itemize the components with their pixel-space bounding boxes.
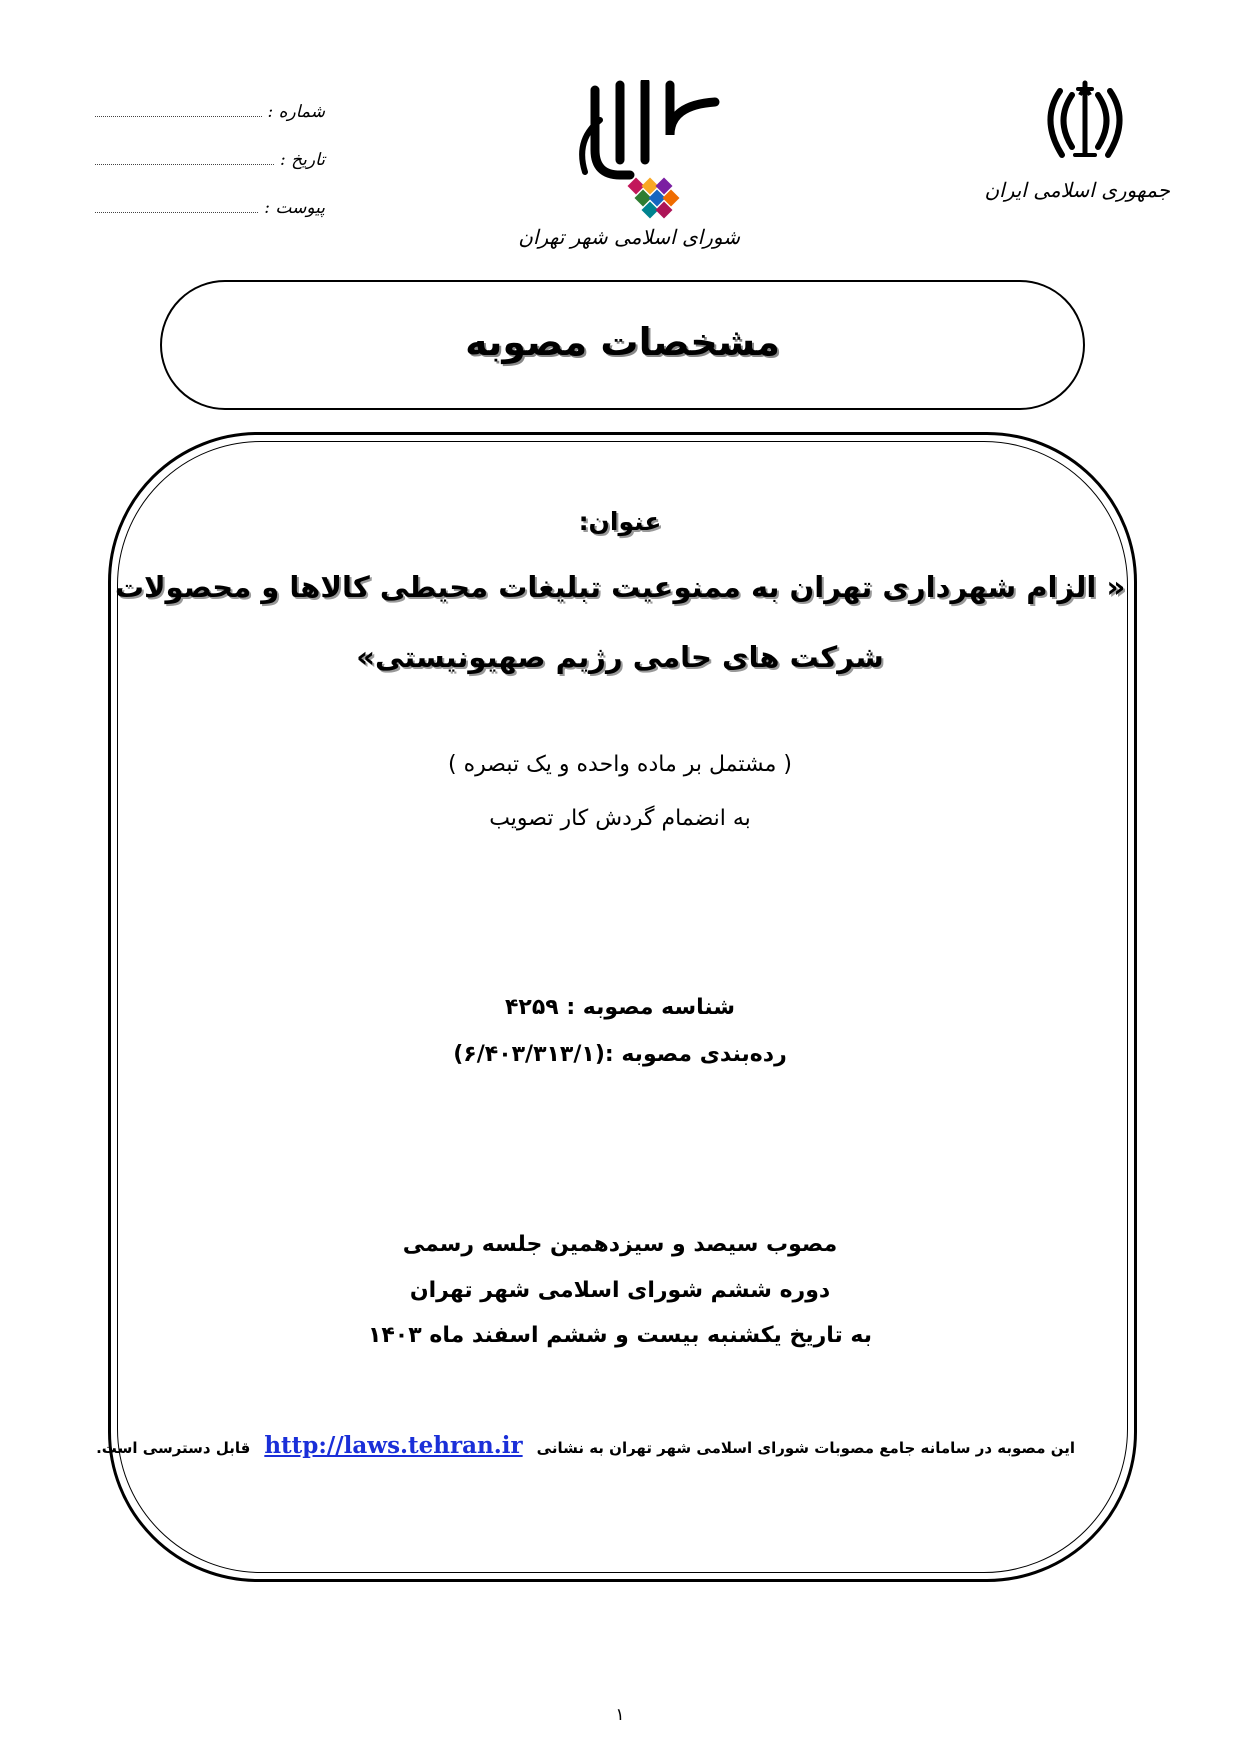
number-field-label: شماره :	[267, 102, 325, 122]
subtitle-line-1: ( مشتمل بر ماده واحده و یک تبصره )	[448, 752, 792, 777]
subject-label: عنوان:	[578, 507, 662, 536]
council-name: شورای اسلامی شهر تهران	[518, 225, 740, 249]
tehran-council-logo-icon	[575, 80, 725, 230]
number-field	[95, 92, 325, 122]
attachment-field-line	[95, 211, 258, 213]
title-box	[160, 280, 1085, 410]
approval-council-term: دوره ششم شورای اسلامی شهر تهران	[409, 1278, 831, 1303]
approval-session: مصوب سیصد و سیزدهمین جلسه رسمی	[402, 1232, 838, 1257]
iran-emblem-icon	[1040, 75, 1130, 165]
access-note-after: قابل دسترسی است.	[96, 1439, 251, 1457]
date-field	[95, 140, 325, 170]
access-note-before: این مصوبه در سامانه جامع مصوبات شورای اسلامی شهر تهران به نشانی	[536, 1439, 1075, 1457]
number-field-line	[95, 115, 262, 117]
subject-line-1: « الزام شهرداری تهران به ممنوعیت تبلیغات محیطی کالاها و محصولات	[114, 570, 1126, 604]
laws-link[interactable]: http://laws.tehran.ir	[264, 1432, 523, 1459]
country-name: جمهوری اسلامی ایران	[984, 178, 1170, 202]
attachment-field	[95, 188, 325, 218]
page-title: مشخصات مصوبه	[465, 320, 780, 364]
page-number: ۱	[615, 1705, 625, 1725]
subtitle-line-2: به انضمام گردش کار تصویب	[489, 806, 751, 831]
approval-id: شناسه مصوبه : ۴۲۵۹	[504, 995, 736, 1020]
access-note	[96, 1432, 1075, 1459]
approval-classification: رده‌بندی مصوبه :(۶/۴۰۳/۳۱۳/۱)	[453, 1042, 787, 1067]
date-field-label: تاریخ :	[280, 150, 325, 170]
approval-date: به تاریخ یکشنبه بیست و ششم اسفند ماه ۱۴۰۳	[367, 1323, 873, 1348]
date-field-line	[95, 163, 274, 165]
subject-line-2: شرکت های حامی رژیم صهیونیستی»	[356, 640, 884, 674]
attachment-field-label: پیوست :	[264, 198, 325, 218]
